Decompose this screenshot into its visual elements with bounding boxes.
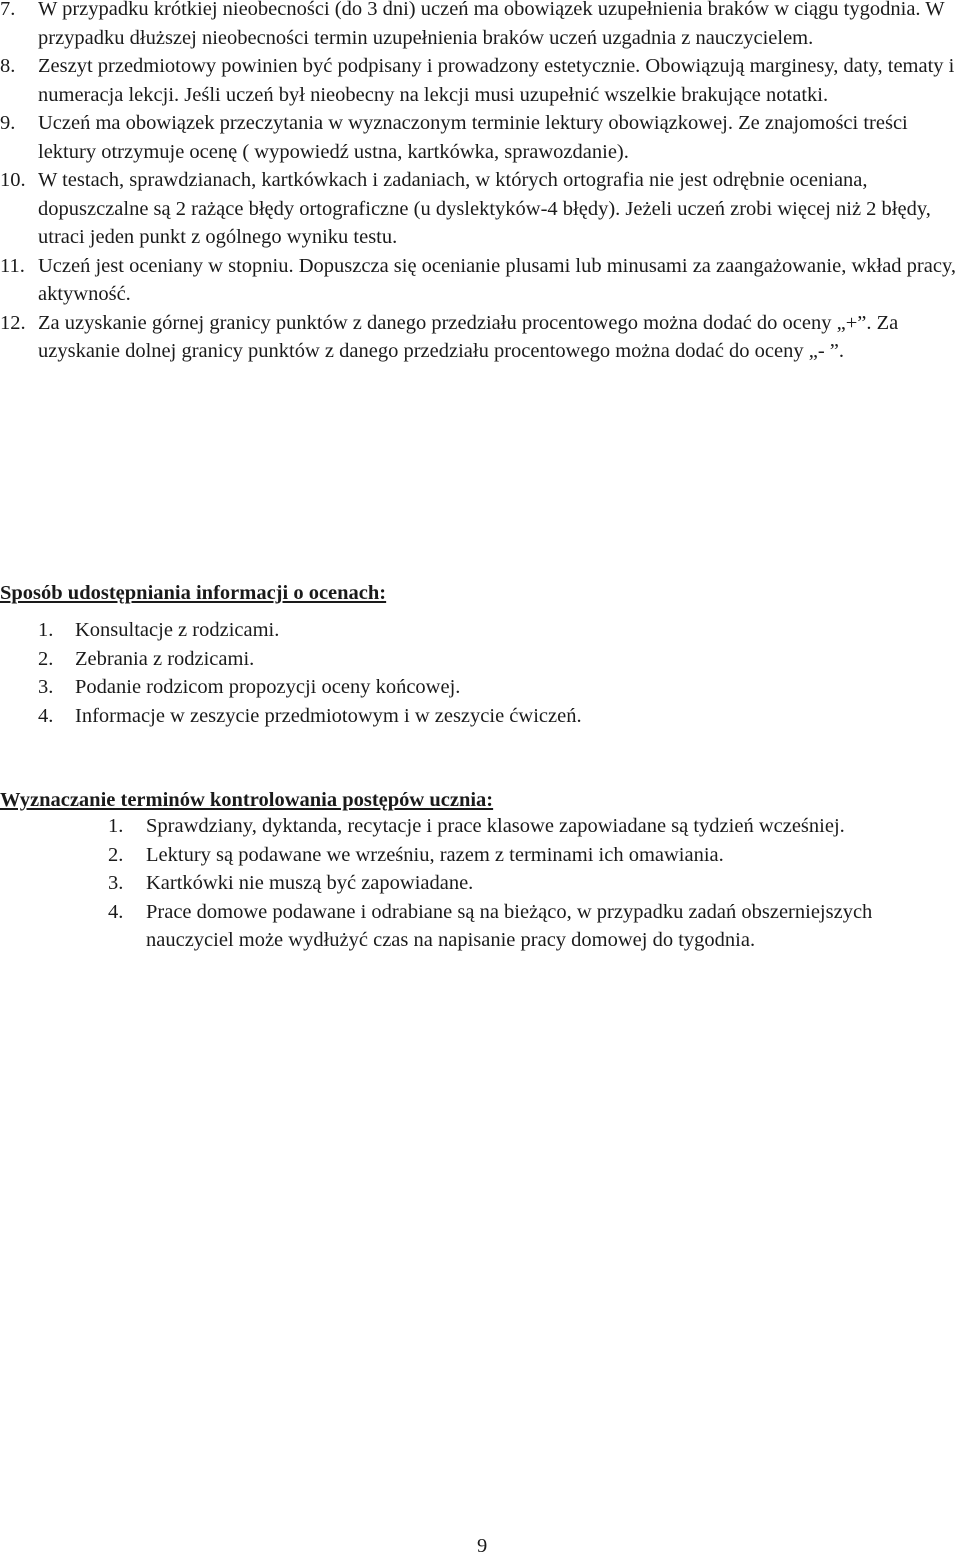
item-number: 10. [0, 169, 26, 191]
item-number: 12. [0, 311, 26, 334]
list-item [108, 898, 928, 955]
item-text: Zebrania z rodzicami. [75, 647, 255, 670]
list-item [0, 0, 960, 52]
item-text: Zeszyt przedmiotowy powinien być podpisany i prowadzony estetycznie. Obowiązują marginesy, daty, tematy i numeracja lekcji. Jeśli uczeń był nieobecny na lekcji musi uzupełnić wszelkie brakujące notatki. [38, 55, 955, 106]
item-number: 2. [38, 647, 54, 670]
item-text: W przypadku krótkiej nieobecności (do 3 dni) uczeń ma obowiązek uzupełnienia braków w ciągu tygodnia. W przypadku dłuższej nieobecności termin uzupełnienia braków uczeń uzgadnia z nauczycielem. [38, 0, 945, 49]
list-item [0, 109, 960, 166]
item-number: 9. [0, 112, 16, 134]
page-number: 9 [477, 1535, 488, 1557]
item-number: 1. [108, 815, 124, 837]
item-text: Sprawdziany, dyktanda, recytacje i prace klasowe zapowiadane są tydzień wcześniej. [146, 815, 845, 837]
list-item [108, 841, 928, 870]
item-number: 8. [0, 55, 16, 77]
section-heading-progress-terms: Wyznaczanie terminów kontrolowania postępów ucznia: [0, 789, 494, 811]
item-text: Uczeń ma obowiązek przeczytania w wyznaczonym terminie lektury obowiązkowej. Ze znajomości treści lektury otrzymuje ocenę ( wypowiedź ustna, kartkówka, sprawozdanie). [38, 112, 908, 163]
item-number: 1. [38, 619, 54, 641]
list-item [0, 166, 960, 252]
item-text: Podanie rodzicom propozycji oceny końcowej. [75, 676, 461, 698]
item-number: 2. [108, 843, 124, 866]
list-item [38, 702, 938, 731]
item-number: 3. [38, 676, 54, 698]
item-text: Uczeń jest oceniany w stopniu. Dopuszcza się ocenianie plusami lub minusami za zaangażowanie, wkład pracy, aktywność. [38, 254, 956, 305]
list-item [0, 309, 960, 366]
item-number: 11. [0, 254, 25, 277]
list-item [38, 616, 938, 645]
list-item [108, 869, 928, 898]
list-item [0, 252, 960, 309]
list-item [38, 673, 938, 702]
list-item [38, 645, 938, 674]
item-text: Za uzyskanie górnej granicy punktów z danego przedziału procentowego można dodać do oceny „+”. Za uzyskanie dolnej granicy punktów z danego przedziału procentowego można dodać do oceny „- ”. [38, 311, 899, 362]
rules-list [0, 0, 960, 366]
item-text: Kartkówki nie muszą być zapowiadane. [146, 872, 474, 894]
item-number: 4. [38, 704, 54, 727]
grade-information-list [38, 616, 938, 730]
item-text: Informacje w zeszycie przedmiotowym i w zeszycie ćwiczeń. [75, 704, 582, 727]
progress-terms-list [108, 812, 928, 955]
item-text: W testach, sprawdzianach, kartkówkach i zadaniach, w których ortografia nie jest odrębnie oceniana, dopuszczalne są 2 rażące błędy ortograficzne (u dyslektyków-4 błędy). Jeżeli uczeń zrobi więcej niż 2 błędy, utraci jeden punkt z ogólnego wyniku testu. [38, 169, 931, 248]
item-number: 4. [108, 900, 124, 923]
list-item [0, 52, 960, 109]
item-text: Prace domowe podawane i odrabiane są na bieżąco, w przypadku zadań obszerniejszych nauczyciel może wydłużyć czas na napisanie pracy domowej do tygodnia. [146, 900, 873, 951]
item-number: 3. [108, 872, 124, 894]
list-item [108, 812, 928, 841]
item-number: 7. [0, 0, 16, 20]
section-heading-grade-information: Sposób udostępniania informacji o ocenach: [0, 582, 387, 604]
item-text: Lektury są podawane we wrześniu, razem z terminami ich omawiania. [146, 843, 724, 866]
item-text: Konsultacje z rodzicami. [75, 619, 280, 641]
